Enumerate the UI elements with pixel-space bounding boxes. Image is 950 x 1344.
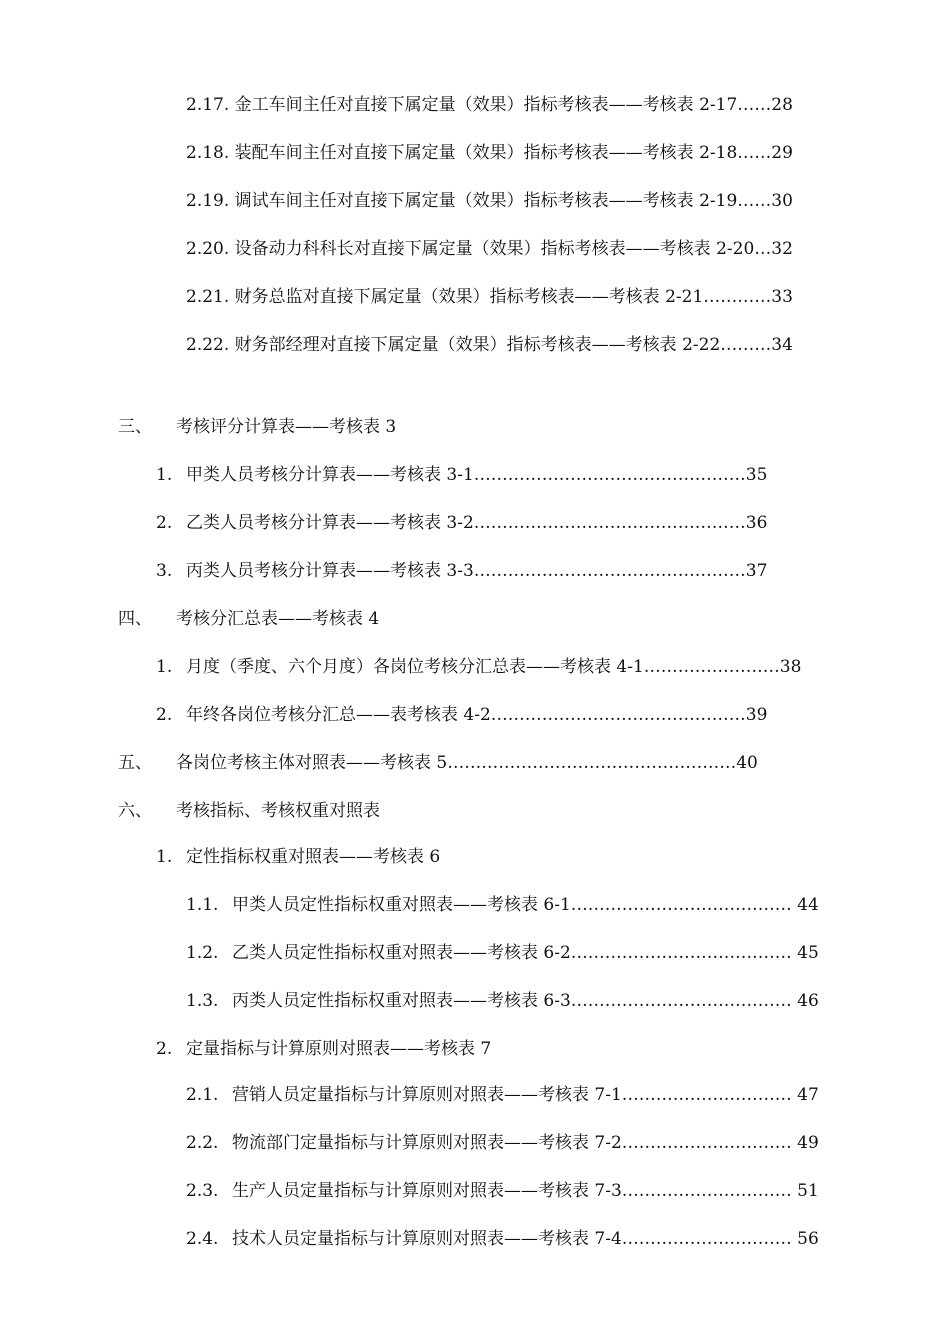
entry-text: 甲类人员定性指标权重对照表——考核表 6-1………………………………… 44 (232, 895, 819, 915)
entry-number: 2.17. (186, 95, 230, 115)
toc-section-3 (118, 416, 396, 438)
section-number: 五、 (118, 753, 152, 773)
toc-entry-4-1 (156, 656, 801, 678)
section-number: 四、 (118, 609, 152, 629)
entry-number: 1.1. (186, 895, 219, 915)
entry-text: 定量指标与计算原则对照表——考核表 7 (186, 1039, 492, 1059)
section-title: 考核评分计算表——考核表 3 (176, 417, 397, 437)
toc-entry-2-18 (186, 142, 793, 164)
toc-subsection-6-1 (156, 846, 440, 868)
entry-number: 2.22. (186, 335, 230, 355)
entry-number: 2.3. (186, 1181, 219, 1201)
entry-text: 营销人员定量指标与计算原则对照表——考核表 7-1………………………… 47 (232, 1085, 819, 1105)
entry-text: 物流部门定量指标与计算原则对照表——考核表 7-2………………………… 49 (232, 1133, 819, 1153)
toc-entry-6-2-2 (186, 1132, 819, 1154)
entry-number: 2. (156, 513, 173, 533)
section-number: 三、 (118, 417, 152, 437)
toc-entry-2-19 (186, 190, 793, 212)
entry-number: 1.3. (186, 991, 219, 1011)
entry-number: 2.1. (186, 1085, 219, 1105)
entry-text: 甲类人员考核分计算表——考核表 3-1…………………………………………35 (186, 465, 768, 485)
entry-number: 1. (156, 657, 173, 677)
entry-text: 乙类人员考核分计算表——考核表 3-2…………………………………………36 (186, 513, 768, 533)
toc-section-4 (118, 608, 379, 630)
entry-number: 3. (156, 561, 173, 581)
toc-entry-6-2-3 (186, 1180, 819, 1202)
toc-entry-4-2 (156, 704, 767, 726)
toc-entry-2-22 (186, 334, 793, 356)
entry-text: 年终各岗位考核分汇总——表考核表 4-2………………………………………39 (186, 705, 768, 725)
toc-entry-3-2 (156, 512, 767, 534)
toc-entry-2-20 (186, 238, 793, 260)
entry-text: 财务总监对直接下属定量（效果）指标考核表——考核表 2-21…………33 (234, 287, 793, 307)
entry-text: 技术人员定量指标与计算原则对照表——考核表 7-4………………………… 56 (232, 1229, 819, 1249)
section-title: 各岗位考核主体对照表——考核表 5……………………………………………40 (176, 753, 758, 773)
entry-text: 定性指标权重对照表——考核表 6 (186, 847, 441, 867)
toc-entry-2-21 (186, 286, 793, 308)
toc-entry-6-2-1 (186, 1084, 819, 1106)
entry-number: 2. (156, 1039, 173, 1059)
entry-number: 1. (156, 465, 173, 485)
entry-text: 调试车间主任对直接下属定量（效果）指标考核表——考核表 2-19……30 (234, 191, 793, 211)
entry-number: 2.18. (186, 143, 230, 163)
section-number: 六、 (118, 801, 152, 821)
entry-text: 生产人员定量指标与计算原则对照表——考核表 7-3………………………… 51 (232, 1181, 819, 1201)
section-title: 考核分汇总表——考核表 4 (176, 609, 380, 629)
entry-number: 2.2. (186, 1133, 219, 1153)
entry-text: 装配车间主任对直接下属定量（效果）指标考核表——考核表 2-18……29 (234, 143, 793, 163)
entry-text: 月度（季度、六个月度）各岗位考核分汇总表——考核表 4-1……………………38 (186, 657, 802, 677)
toc-entry-6-1-1 (186, 894, 819, 916)
entry-number: 2.21. (186, 287, 230, 307)
entry-number: 2.19. (186, 191, 230, 211)
toc-section-5 (118, 752, 758, 774)
entry-text: 乙类人员定性指标权重对照表——考核表 6-2………………………………… 45 (232, 943, 819, 963)
toc-entry-3-3 (156, 560, 767, 582)
entry-text: 丙类人员定性指标权重对照表——考核表 6-3………………………………… 46 (232, 991, 819, 1011)
entry-number: 2.20. (186, 239, 230, 259)
toc-entry-6-1-2 (186, 942, 819, 964)
entry-number: 2.4. (186, 1229, 219, 1249)
entry-number: 1. (156, 847, 173, 867)
toc-section-6 (118, 800, 380, 822)
toc-subsection-6-2 (156, 1038, 491, 1060)
entry-number: 2. (156, 705, 173, 725)
toc-entry-6-1-3 (186, 990, 819, 1012)
entry-text: 丙类人员考核分计算表——考核表 3-3…………………………………………37 (186, 561, 768, 581)
toc-entry-3-1 (156, 464, 767, 486)
entry-text: 设备动力科科长对直接下属定量（效果）指标考核表——考核表 2-20…32 (234, 239, 793, 259)
section-title: 考核指标、考核权重对照表 (176, 801, 380, 821)
entry-text: 财务部经理对直接下属定量（效果）指标考核表——考核表 2-22………34 (234, 335, 793, 355)
entry-text: 金工车间主任对直接下属定量（效果）指标考核表——考核表 2-17……28 (234, 95, 793, 115)
toc-entry-6-2-4 (186, 1228, 819, 1250)
toc-entry-2-17 (186, 94, 793, 116)
entry-number: 1.2. (186, 943, 219, 963)
